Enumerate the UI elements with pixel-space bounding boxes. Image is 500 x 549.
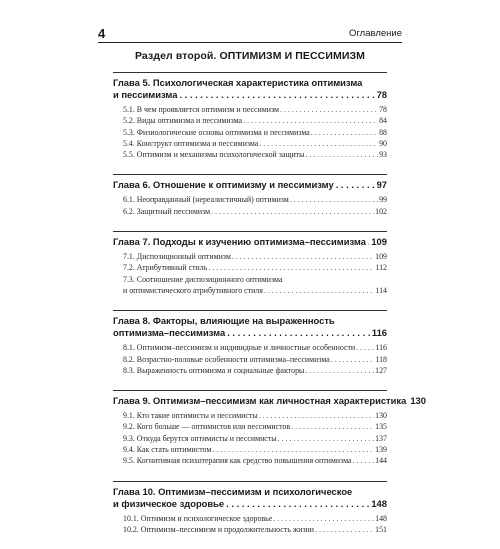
item-title: 7.1. Диспозиционный оптимизм	[123, 252, 231, 262]
item-page-number: 93	[379, 150, 387, 160]
toc-item	[113, 194, 387, 205]
chapter-items	[113, 342, 387, 376]
dot-leader	[290, 194, 378, 205]
item-title: 6.1. Неоправданный (нереалистичный) оптимизм	[123, 195, 289, 205]
item-page-number: 84	[379, 116, 387, 126]
dot-leader	[259, 410, 374, 421]
item-page-number: 114	[375, 285, 387, 295]
item-page-number: 139	[375, 445, 387, 455]
toc-item	[113, 262, 387, 273]
toc-item	[113, 354, 387, 365]
chapter-title-line: Глава 6. Отношение к оптимизму и пессимизму	[113, 179, 334, 191]
dot-leader	[212, 444, 374, 455]
toc-chapter	[113, 390, 426, 466]
item-page-number: 127	[375, 365, 387, 375]
toc-item	[113, 127, 387, 138]
chapter-title-row	[113, 179, 387, 191]
item-page-number: 116	[375, 343, 387, 353]
item-title: 8.2. Возрастно-половые особенности оптимизма–пессимизма	[123, 354, 330, 364]
chapter-items	[113, 194, 387, 217]
toc-item	[113, 285, 387, 296]
chapter-page-number: 109	[371, 236, 387, 248]
item-page-number: 90	[379, 138, 387, 148]
toc-item	[113, 444, 387, 455]
chapter-title-row	[113, 236, 387, 248]
item-title: 8.1. Оптимизм–пессимизм и индивидные и личностные особенности	[123, 343, 356, 353]
dot-leader	[305, 365, 374, 376]
chapter-title-line: и физическое здоровье	[113, 497, 225, 509]
item-title: 9.1. Кто такие оптимисты и пессимисты	[123, 411, 258, 421]
toc-chapter	[113, 310, 387, 376]
chapter-page-number: 148	[371, 497, 387, 509]
chapter-page-number: 130	[410, 395, 426, 407]
chapter-title-row	[113, 89, 387, 101]
item-page-number: 118	[375, 354, 387, 364]
item-page-number: 102	[375, 206, 387, 216]
toc-item	[113, 149, 387, 160]
running-title: Оглавление	[349, 28, 402, 39]
item-page-number: 130	[375, 411, 387, 421]
item-title: 9.5. Когнитивная психотерапия как средство повышения оптимизма	[123, 456, 352, 466]
dot-leader	[232, 251, 374, 262]
item-page-number: 109	[375, 252, 387, 262]
dot-leader	[227, 327, 370, 339]
item-page-number: 99	[379, 195, 387, 205]
item-title: 6.2. Защитный пессимизм	[123, 206, 211, 216]
toc-chapter	[113, 481, 387, 536]
item-title: 5.3. Физиологические основы оптимизма и пессимизма	[123, 127, 310, 137]
toc-item	[113, 524, 387, 535]
chapter-title-row	[113, 327, 387, 339]
dot-leader	[315, 524, 374, 535]
chapter-page-number: 116	[371, 327, 387, 339]
item-title: 5.5. Оптимизм и механизмы психологической защиты	[123, 150, 305, 160]
dot-leader	[264, 285, 375, 296]
running-header	[98, 22, 402, 43]
chapter-title-line: Глава 5. Психологическая характеристика оптимизма	[113, 77, 363, 88]
dot-leader	[356, 342, 374, 353]
toc-item	[113, 115, 387, 126]
section-title: Раздел второй. ОПТИМИЗМ И ПЕССИМИЗМ	[134, 50, 366, 62]
chapter-items	[113, 104, 387, 160]
item-page-number: 135	[375, 422, 387, 432]
dot-leader	[368, 236, 369, 248]
dot-leader	[243, 115, 378, 126]
toc-item	[113, 342, 387, 353]
toc-chapter	[113, 174, 387, 217]
toc-item	[113, 206, 387, 217]
chapter-title-line: Глава 7. Подходы к изучению оптимизма–пессимизма	[113, 236, 366, 248]
item-title: 10.2. Оптимизм–пессимизм и продолжительность жизни	[123, 524, 315, 534]
item-page-number: 78	[379, 105, 387, 114]
toc-item	[113, 104, 387, 115]
chapter-items	[113, 410, 387, 466]
dot-leader	[353, 455, 375, 466]
dot-leader	[311, 127, 378, 138]
item-title: 9.4. Как стать оптимистом	[123, 445, 212, 455]
chapter-title-line: Глава 8. Факторы, влияющие на выраженность	[113, 315, 335, 327]
dot-leader	[259, 138, 378, 149]
item-page-number: 144	[375, 456, 387, 466]
toc-item	[113, 433, 387, 444]
item-title: 5.1. В чем проявляется оптимизм и пессимизм	[123, 105, 279, 114]
chapter-title-line: оптимизма–пессимизма	[113, 327, 226, 339]
chapter-page-number: 78	[376, 89, 387, 100]
item-title: 5.2. Виды оптимизма и пессимизма	[123, 116, 243, 126]
toc-item	[113, 421, 387, 432]
item-title: 5.4. Конструкт оптимизма и пессимизма	[123, 138, 259, 148]
item-title: 7.2. Атрибутивный стиль	[123, 263, 208, 273]
dot-leader	[278, 433, 375, 444]
chapter-page-number: 97	[376, 179, 387, 191]
toc-chapter	[113, 72, 387, 160]
dot-leader	[226, 498, 369, 510]
toc-chapter	[113, 231, 387, 296]
dot-leader	[336, 179, 375, 191]
toc-item	[113, 365, 387, 376]
item-title: 9.2. Кого больше — оптимистов или пессимистов	[123, 422, 291, 432]
chapter-title-line: Глава 10. Оптимизм–пессимизм и психологическое	[113, 485, 353, 497]
item-page-number: 112	[375, 263, 387, 273]
toc-item	[113, 251, 387, 262]
item-title: 9.3. Откуда берутся оптимисты и пессимисты	[123, 433, 277, 443]
dot-leader	[179, 89, 374, 101]
chapter-title-line: и пессимизма	[113, 89, 178, 100]
dot-leader	[211, 206, 374, 217]
item-page-number: 151	[375, 524, 387, 534]
dot-leader	[273, 513, 374, 524]
item-title: 10.1. Оптимизм и психологическое здоровье	[123, 513, 273, 523]
table-of-contents	[113, 72, 426, 549]
item-title: 8.3. Выраженность оптимизма и социальные факторы	[123, 365, 305, 375]
toc-item	[113, 455, 387, 466]
dot-leader	[305, 149, 378, 160]
dot-leader	[291, 421, 374, 432]
toc-item	[113, 410, 387, 421]
item-title-line: 7.3. Соотношение диспозиционного оптимизма	[123, 274, 283, 284]
item-page-number: 137	[375, 433, 387, 443]
toc-item	[113, 138, 387, 149]
item-page-number: 88	[379, 127, 387, 137]
dot-leader	[280, 104, 378, 115]
chapter-title-row	[113, 498, 387, 510]
dot-leader	[331, 354, 375, 365]
chapter-items	[113, 251, 387, 296]
dot-leader	[208, 262, 374, 273]
item-page-number: 148	[375, 513, 387, 523]
chapter-items	[113, 513, 387, 536]
chapter-title-line: Глава 9. Оптимизм–пессимизм как личностная характеристика	[113, 395, 407, 407]
toc-item	[113, 513, 387, 524]
item-title: и оптимистического атрибутивного стиля	[123, 285, 263, 295]
page-number: 4	[98, 26, 106, 41]
chapter-title-row	[113, 395, 426, 407]
